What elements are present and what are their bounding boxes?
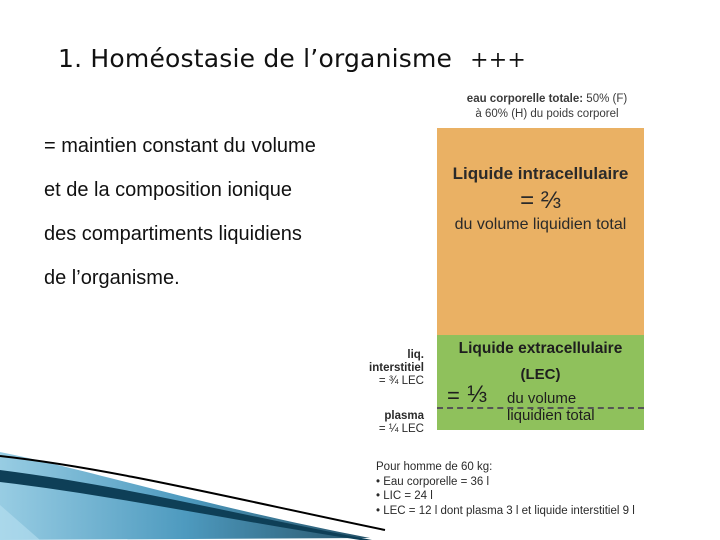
intracellular-subtitle: du volume liquidien total bbox=[454, 216, 627, 233]
plasma-label bbox=[379, 410, 424, 436]
notes-heading: Pour homme de 60 kg: bbox=[376, 461, 493, 473]
caption-rest: 50% (F) bbox=[583, 93, 628, 105]
list-item: • LIC = 24 l bbox=[376, 489, 635, 504]
intracellular-compartment bbox=[437, 128, 644, 335]
extracellular-equals: = bbox=[447, 383, 460, 408]
interstitial-ratio: = ¾ LEC bbox=[378, 375, 424, 387]
body-line: = maintien constant du volume bbox=[44, 135, 316, 157]
volume-line1: du volume bbox=[507, 390, 577, 407]
volume-line2: liquidien total bbox=[507, 407, 595, 424]
body-line: des compartiments liquidiens bbox=[44, 223, 302, 245]
body-line: de l’organisme. bbox=[44, 267, 180, 289]
intracellular-fraction: = ⅔ bbox=[520, 187, 561, 214]
figure-caption bbox=[436, 92, 658, 122]
body-line: et de la composition ionique bbox=[44, 179, 292, 201]
plasma-divider bbox=[437, 407, 644, 409]
slide-title bbox=[58, 44, 526, 73]
interstitial-line2: interstitiel bbox=[369, 362, 424, 374]
interstitial-label bbox=[369, 349, 424, 388]
caption-line2: à 60% (H) du poids corporel bbox=[475, 108, 619, 120]
list-item: • Eau corporelle = 36 l bbox=[376, 475, 635, 490]
example-notes bbox=[376, 460, 635, 518]
extracellular-abbrev: (LEC) bbox=[520, 366, 561, 383]
extracellular-compartment bbox=[437, 335, 644, 430]
slide-body bbox=[44, 124, 316, 300]
plasma-line1: plasma bbox=[384, 410, 424, 422]
extracellular-fraction: ⅓ bbox=[467, 381, 488, 408]
title-suffix: +++ bbox=[470, 48, 527, 73]
title-text: 1. Homéostasie de l’organisme bbox=[58, 44, 453, 73]
caption-bold: eau corporelle totale: bbox=[466, 93, 584, 105]
plasma-ratio: = ¼ LEC bbox=[378, 423, 424, 435]
interstitial-line1: liq. bbox=[407, 349, 424, 361]
list-item: • LEC = 12 l dont plasma 3 l et liquide interstitiel 9 l bbox=[376, 504, 635, 519]
extracellular-title: Liquide extracellulaire bbox=[458, 340, 623, 357]
intracellular-title: Liquide intracellulaire bbox=[452, 164, 629, 183]
notes-list bbox=[376, 475, 635, 519]
